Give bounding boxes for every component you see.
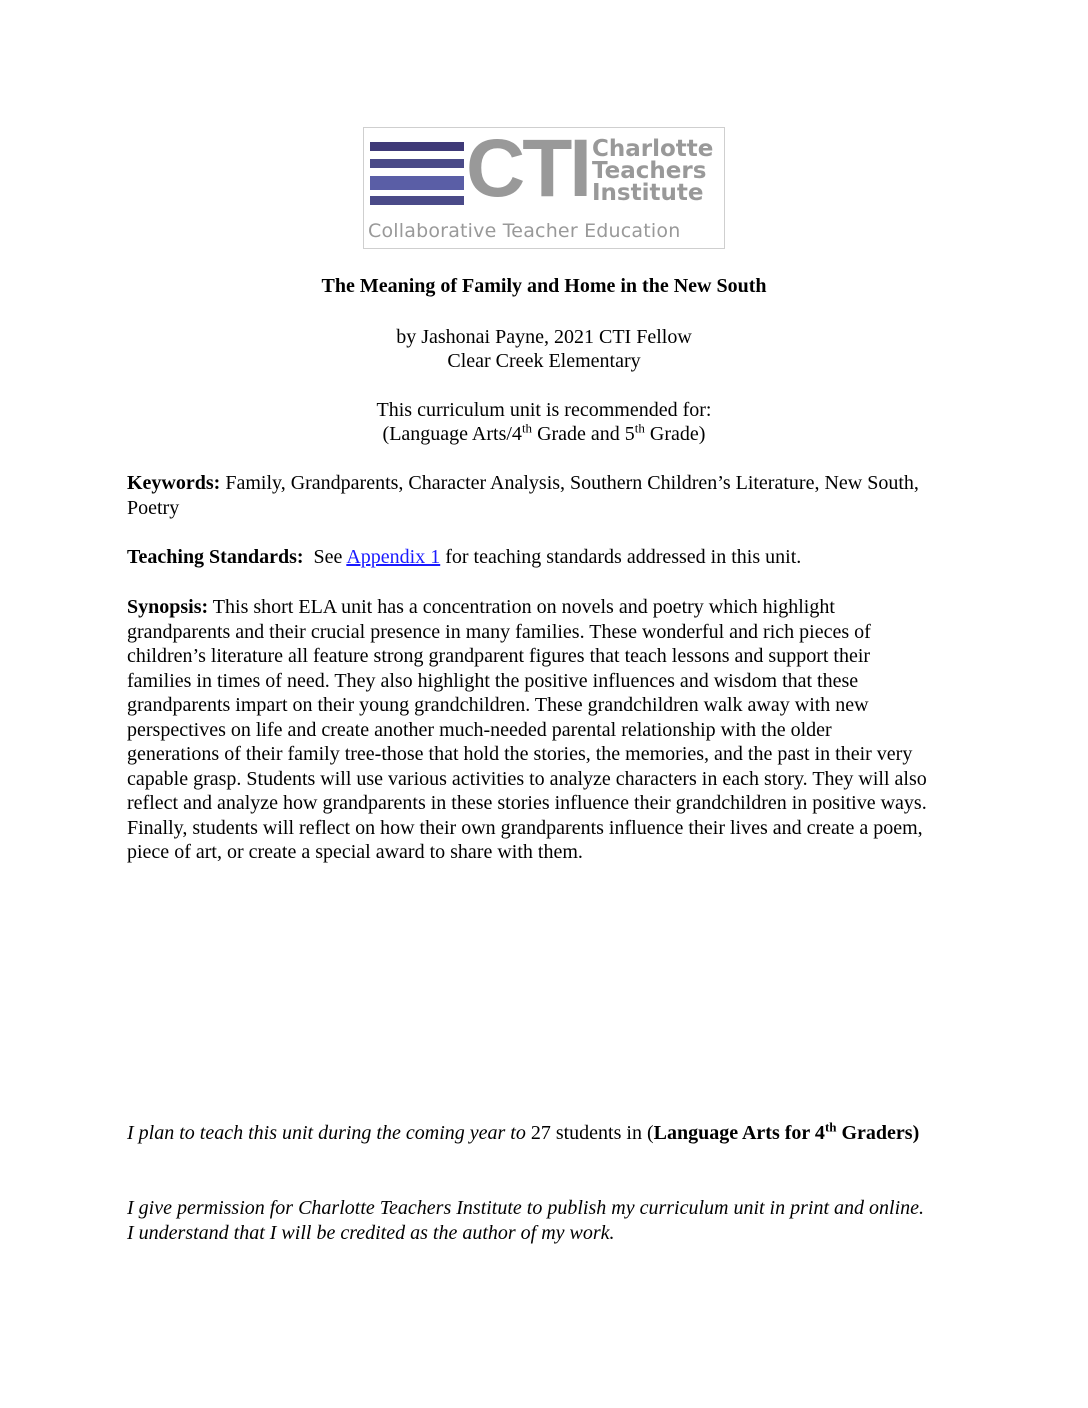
plan-course-text: Language Arts for 4 <box>653 1122 825 1144</box>
logo-name <box>592 138 713 204</box>
keywords-text: Family, Grandparents, Character Analysis, Southern Children’s Literature, New South, Poetry <box>127 472 919 519</box>
plan-course <box>653 1119 920 1144</box>
logo-bar <box>370 196 464 205</box>
standards-paragraph <box>127 545 927 570</box>
keywords-label: Keywords: <box>127 472 221 494</box>
grade-text: (Language Arts/4 <box>382 423 522 445</box>
logo-tagline: Collaborative Teacher Education <box>368 220 681 242</box>
recommendation-grades <box>0 422 1088 446</box>
logo-name-line: Teachers <box>592 158 707 184</box>
author-school: Clear Creek Elementary <box>447 350 641 372</box>
grade-text: Grade) <box>644 423 706 445</box>
plan-italic: I plan to teach this unit during the coming year to <box>127 1122 526 1144</box>
cti-logo <box>363 123 725 249</box>
keywords-paragraph <box>127 471 927 520</box>
standards-post: for teaching standards addressed in this unit. <box>440 546 802 568</box>
logo-name-line: Institute <box>592 180 704 206</box>
synopsis-paragraph <box>127 595 927 865</box>
plan-course-end: Graders) <box>836 1122 920 1144</box>
recommendation-intro: This curriculum unit is recommended for: <box>376 399 712 421</box>
logo-bar <box>370 142 464 151</box>
plan-paragraph <box>127 1121 927 1146</box>
grade-text: Grade and 5 <box>532 423 635 445</box>
appendix-link[interactable]: Appendix 1 <box>346 546 441 568</box>
permission-paragraph <box>127 1196 927 1245</box>
permission-text: I give permission for Charlotte Teachers Institute to publish my curriculum unit in print and online. I understand that I will be credited as the author of my work. <box>127 1197 925 1244</box>
logo-letters: CTI <box>466 123 590 214</box>
recommendation-block <box>0 398 1088 446</box>
document-title: The Meaning of Family and Home in the New South <box>321 275 767 297</box>
logo-bar <box>370 176 464 190</box>
standards-pre: See <box>303 546 347 568</box>
author-byline: by Jashonai Payne, 2021 CTI Fellow <box>396 326 692 348</box>
standards-label: Teaching Standards: <box>127 546 304 568</box>
ordinal-sup: th <box>521 420 533 436</box>
ordinal-sup: th <box>634 420 645 436</box>
logo-bar <box>370 159 464 168</box>
synopsis-text: This short ELA unit has a concentration on novels and poetry which highlight grandparents and their crucial presence in many families. These wonderful and rich pieces of children’s literature all feature strong grandparent figures that teach lessons and support their families in times of need. They also highlight the positive influences and wisdom that these grandparents impart on their young grandchildren. These grandchildren walk away with new perspectives on life and create another much-needed parental relationship with the older generations of their family tree-those that hold the stories, the memories, and the past in their very capable grasp. Students will use various activities to analyze characters in each story. They will also reflect and analyze how grandparents in these stories influence their grandchildren in positive ways. Finally, students will reflect on how their own grandparents influence their lives and create a poem, piece of art, or create a special award to share with them. <box>127 596 927 863</box>
logo-name-line: Charlotte <box>592 136 714 162</box>
author-block <box>0 325 1088 373</box>
synopsis-label: Synopsis: <box>127 596 209 618</box>
plan-count: 27 students in ( <box>525 1122 654 1144</box>
ordinal-sup: th <box>824 1119 837 1135</box>
